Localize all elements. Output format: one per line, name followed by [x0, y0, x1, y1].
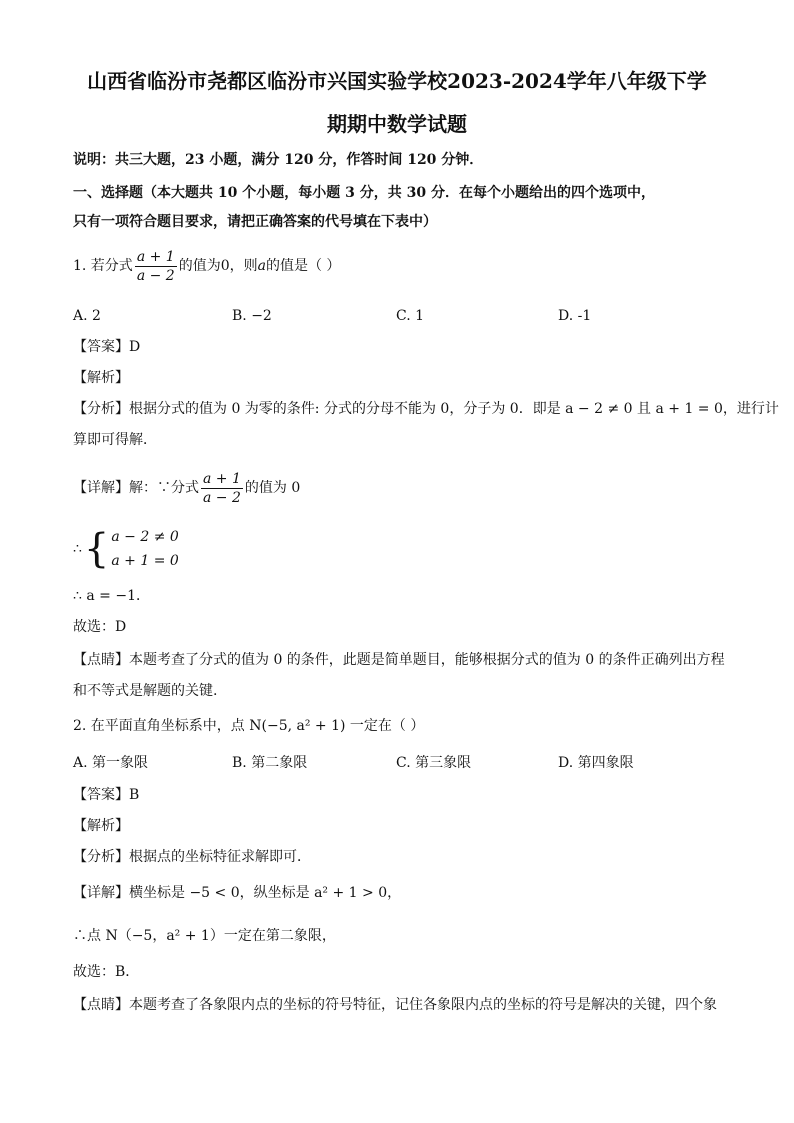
q1-system [73, 525, 179, 573]
q1-fraction [135, 248, 177, 285]
q1-dianjing-text1: 本题考查了分式的值为 0 的条件，此题是简单题目，能够根据分式的值为 0 的条件正确列出方程 [129, 652, 725, 668]
q1-xiangjie-frac-den: a − 2 [203, 489, 241, 506]
q2-dianjing-tag: 【点睛】 [73, 997, 129, 1013]
q2-answer-value: B [129, 787, 140, 803]
q1-xiangjie-frac-num: a + 1 [203, 470, 241, 487]
q1-dianjing-line1 [73, 650, 725, 670]
q1-stem [73, 246, 340, 286]
exam-note: 说明：共三大题，23 小题，满分 120 分，作答时间 120 分钟． [73, 152, 484, 168]
q1-xiangjie [73, 468, 300, 508]
section1-heading-line2: 只有一项符合题目要求，请把正确答案的代号填在下表中） [73, 214, 437, 230]
q2-option-b: B. 第二象限 [232, 755, 308, 771]
q2-answer-tag: 【答案】 [73, 787, 129, 803]
q2-xiangjie-text: 横坐标是 −5 < 0，纵坐标是 a² + 1 > 0， [129, 885, 402, 901]
q2-option-c: C. 第三象限 [396, 755, 472, 771]
q2-fenxi-tag: 【分析】 [73, 849, 129, 865]
q1-analysis-tag: 【解析】 [73, 370, 129, 386]
q2-fenxi-text: 根据点的坐标特征求解即可． [129, 849, 311, 865]
q2-option-d: D. 第四象限 [558, 755, 634, 771]
brace-icon: { [83, 526, 110, 572]
q1-option-b: B. −2 [232, 308, 272, 324]
q1-result: ∴ a = −1． [73, 588, 150, 604]
q1-option-d: D. -1 [558, 308, 592, 324]
q1-frac-num: a + 1 [136, 248, 175, 265]
q1-fenxi-tag: 【分析】 [73, 401, 129, 417]
q1-system-lines [111, 525, 178, 573]
document-title-line1: 山西省临汾市尧都区临汾市兴国实验学校2023-2024学年八年级下学 [87, 69, 707, 93]
section1-heading-line1: 一、选择题（本大题共 10 个小题，每小题 3 分，共 30 分．在每个小题给出的四个选项中， [73, 185, 655, 201]
q1-var: a [257, 258, 266, 274]
q2-choice: 故选：B． [73, 964, 140, 980]
q1-xiangjie-fraction [201, 470, 243, 507]
q1-suffix: 的值是（ ） [265, 258, 341, 274]
q1-zero: 0 [220, 258, 230, 274]
q1-xiangjie-prefix: 解：∵分式 [129, 480, 199, 496]
q2-stem: 2. 在平面直角坐标系中，点 N(−5, a² + 1) 一定在（ ） [73, 718, 425, 734]
q1-answer-tag: 【答案】 [73, 339, 129, 355]
q1-mid: 的值为 [178, 258, 221, 274]
q1-dianjing-line2: 和不等式是解题的关键. [73, 683, 218, 699]
q1-answer-value: D [129, 339, 141, 355]
q2-xiangjie [73, 883, 401, 903]
q2-xiangjie-tag: 【详解】 [73, 885, 129, 901]
q1-option-c: C. 1 [396, 308, 425, 324]
q1-prefix: 1. 若分式 [73, 258, 133, 274]
q2-dianjing [73, 995, 717, 1015]
q2-option-a: A. 第一象限 [73, 755, 149, 771]
q1-system-line2: a + 1 = 0 [111, 553, 179, 569]
q2-fenxi [73, 847, 311, 867]
q2-dianjing-text: 本题考查了各象限内点的坐标的符号特征，记住各象限内点的坐标的符号是解决的关键，四个象 [129, 997, 717, 1013]
q1-frac-den: a − 2 [136, 267, 175, 284]
q1-comma: ，则 [229, 258, 258, 274]
q1-fenxi-line1 [73, 399, 779, 419]
q1-xiangjie-suffix: 的值为 0 [244, 480, 301, 496]
q2-analysis-tag: 【解析】 [73, 818, 129, 834]
q2-answer [73, 785, 139, 805]
q1-system-line1: a − 2 ≠ 0 [111, 529, 179, 545]
q1-therefore: ∴ [73, 541, 82, 557]
q1-option-a: A. 2 [73, 308, 101, 324]
q1-xiangjie-tag: 【详解】 [73, 480, 129, 496]
q1-choice: 故选：D [73, 619, 127, 635]
q1-dianjing-tag: 【点睛】 [73, 652, 129, 668]
q1-answer [73, 337, 140, 357]
document-title-line2: 期期中数学试题 [327, 112, 467, 136]
q2-point: ∴点 N（−5，a² + 1）一定在第二象限， [73, 928, 336, 944]
q1-fenxi-line2: 算即可得解． [73, 432, 157, 448]
q1-fenxi-text1: 根据分式的值为 0 为零的条件: 分式的分母不能为 0，分子为 0．即是 a − 2 ≠ 0 且 a + 1 = 0，进行计 [129, 401, 779, 417]
